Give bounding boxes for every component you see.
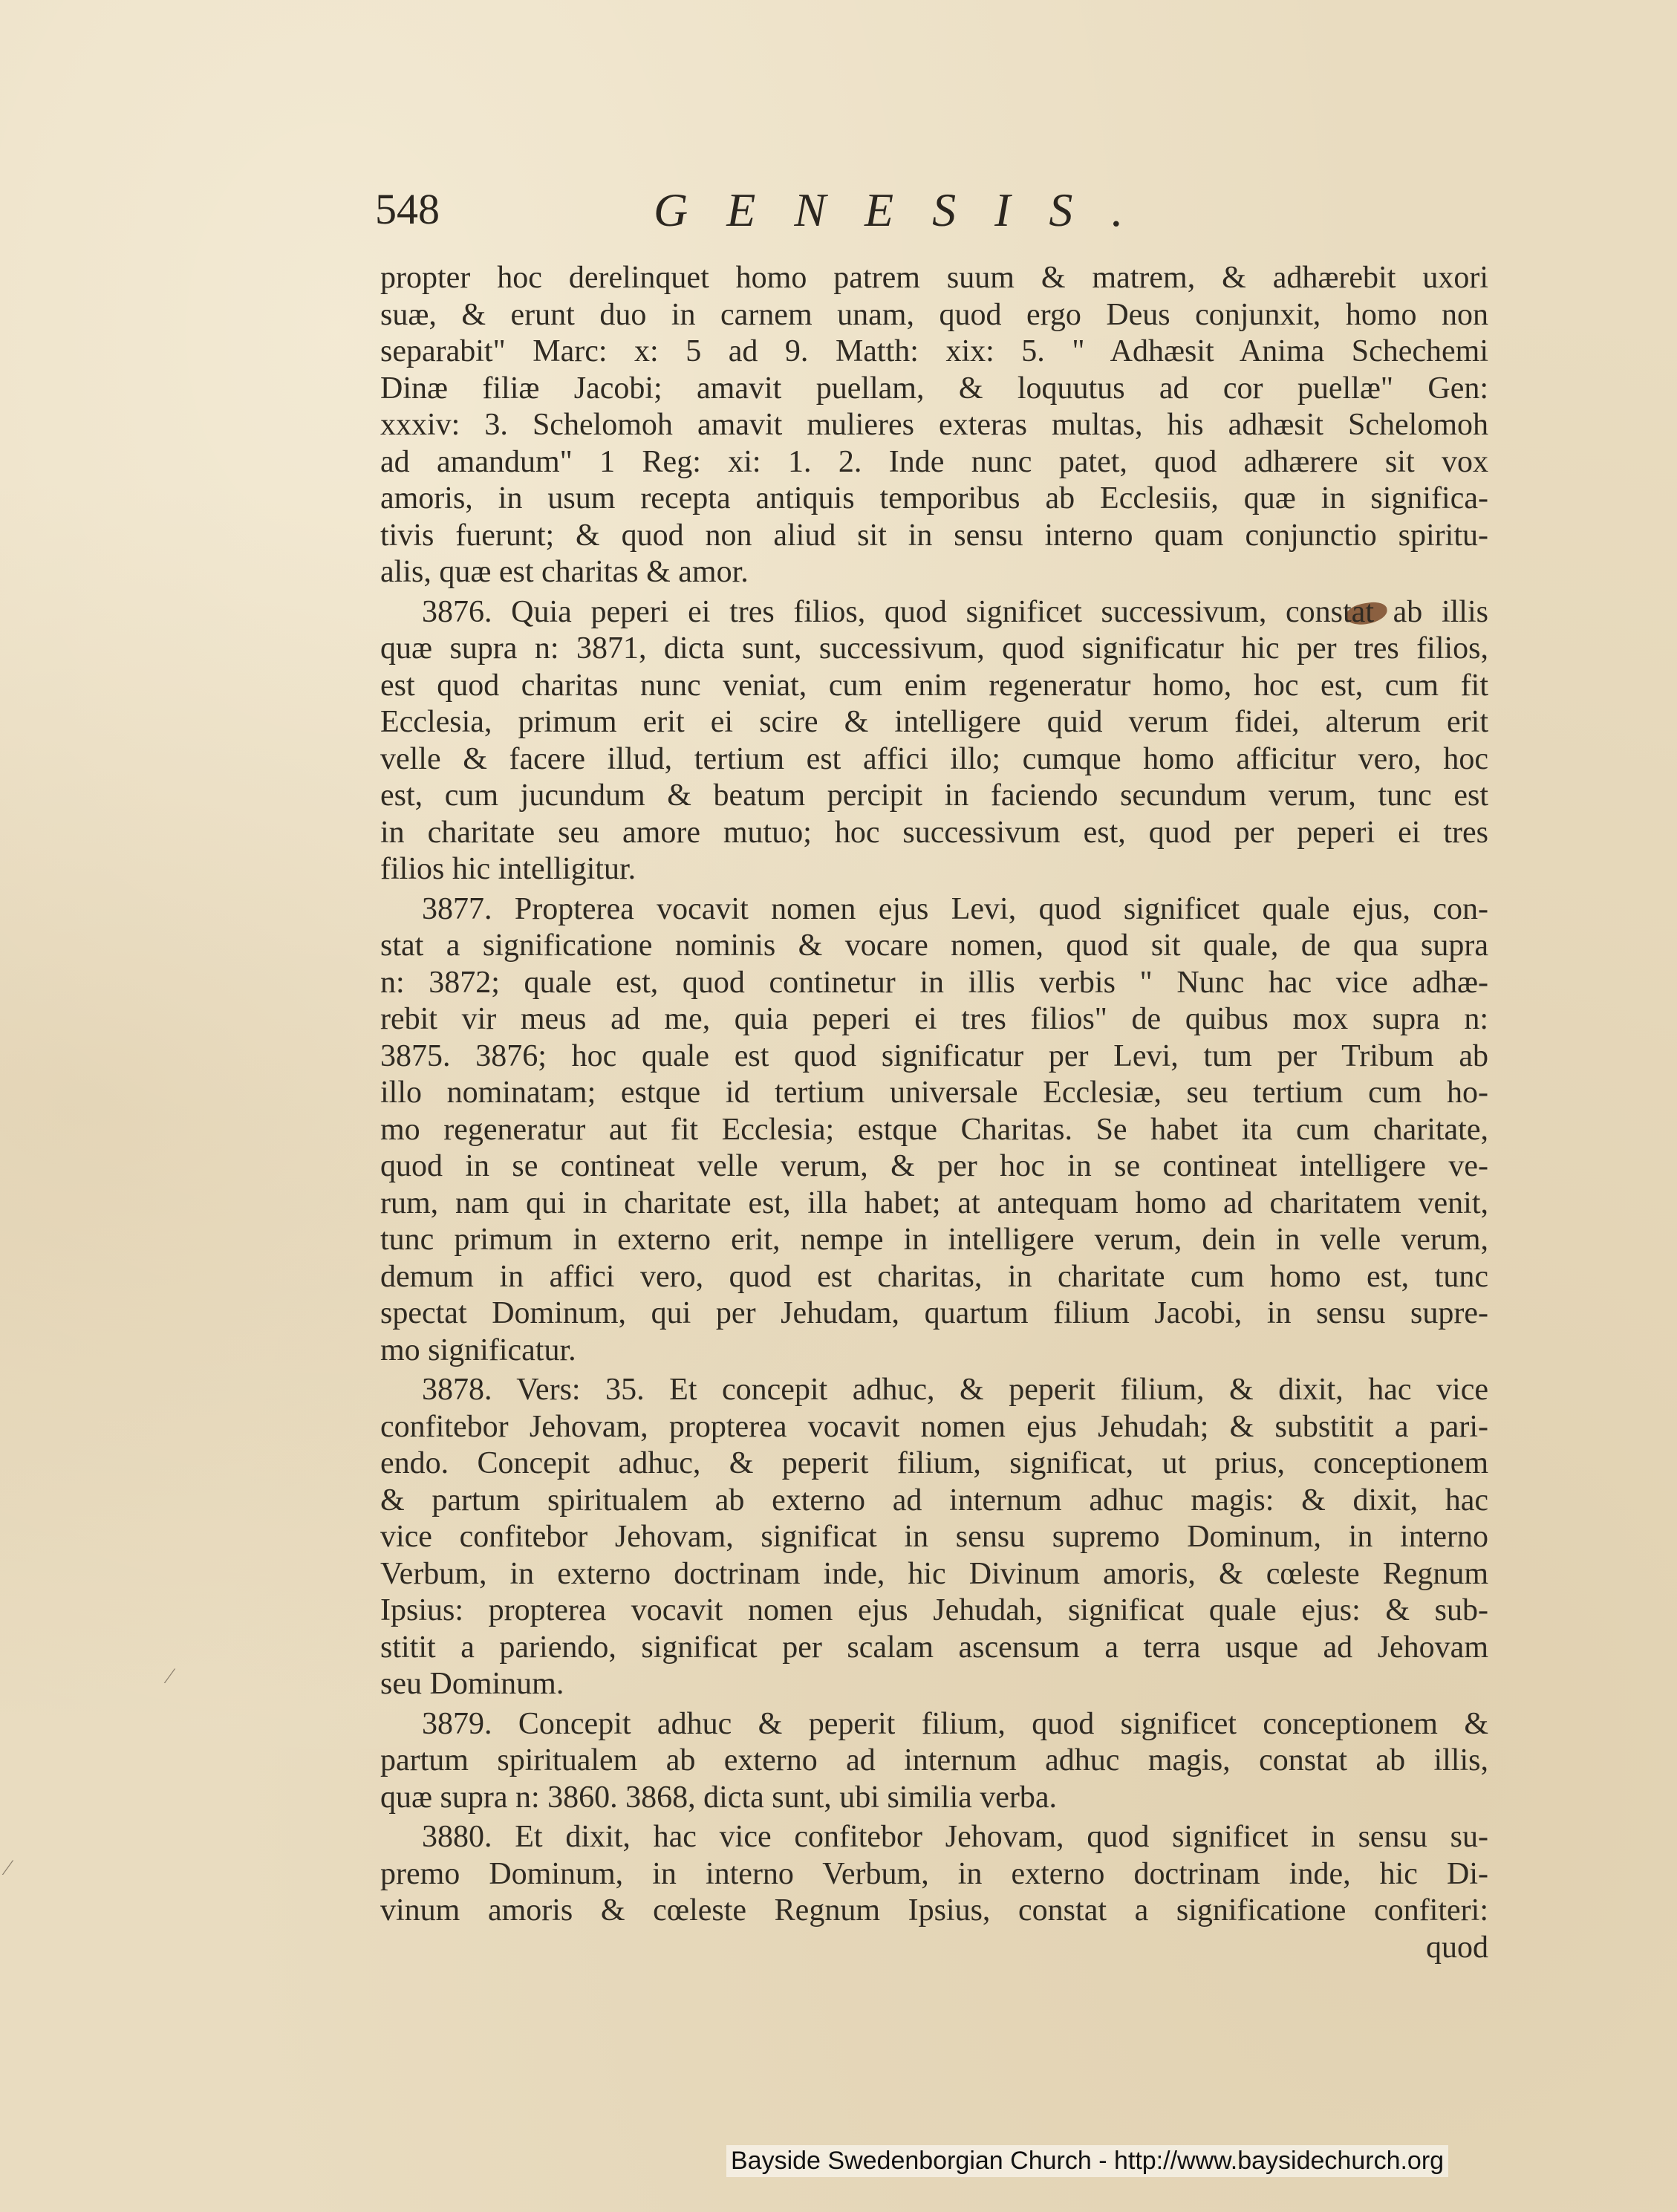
text-line: filios hic intelligitur. xyxy=(380,852,636,886)
text-line: Ipsius: propterea vocavit nomen ejus Jehudah, significat quale ejus: & sub- xyxy=(380,1593,1488,1627)
text-line: amoris, in usum recepta antiquis temporibus ab Ecclesiis, quæ in significa- xyxy=(380,481,1488,515)
margin-mark: ⁄ xyxy=(168,1664,172,1688)
margin-mark: ⁄ xyxy=(6,1855,10,1880)
text-line: n: 3872; quale est, quod continetur in illis verbis " Nunc hac vice adhæ- xyxy=(380,965,1488,1000)
text-line: 3875. 3876; hoc quale est quod significatur per Levi, tum per Tribum ab xyxy=(380,1038,1488,1073)
text-line: rum, nam qui in charitate est, illa habet; at antequam homo ad charitatem venit, xyxy=(380,1185,1488,1220)
text-line: premo Dominum, in interno Verbum, in externo doctrinam inde, hic Di- xyxy=(380,1856,1488,1891)
text-line: Ecclesia, primum erit ei scire & intelligere quid verum fidei, alterum erit xyxy=(380,705,1488,739)
text-line: Verbum, in externo doctrinam inde, hic Divinum amoris, & cœleste Regnum xyxy=(380,1556,1488,1591)
text-line: stat a significatione nominis & vocare nomen, quod sit quale, de qua supra xyxy=(380,928,1488,963)
text-line: illo nominatam; estque id tertium universale Ecclesiæ, seu tertium cum ho- xyxy=(380,1076,1488,1110)
body-text xyxy=(380,260,1488,1966)
page-number: 548 xyxy=(375,185,440,233)
text-line: partum spiritualem ab externo ad internum adhuc magis, constat ab illis, xyxy=(380,1743,1488,1777)
page-header xyxy=(375,177,1489,244)
paragraph-start-3879: 3879. Concepit adhuc & peperit filium, quod significet conceptionem & xyxy=(422,1706,1488,1741)
text-line: stitit a pariendo, significat per scalam ascensum a terra usque ad Jehovam xyxy=(380,1630,1488,1665)
paragraph-start-3876: 3876. Quia peperi ei tres filios, quod significet successivum, constat ab illis xyxy=(422,594,1488,629)
text-line: & partum spiritualem ab externo ad internum adhuc magis: & dixit, hac xyxy=(380,1483,1488,1518)
text-line: tivis fuerunt; & quod non aliud sit in sensu interno quam conjunctio spiritu- xyxy=(380,518,1488,553)
text-line: tunc primum in externo erit, nempe in intelligere verum, dein in velle verum, xyxy=(380,1223,1488,1257)
text-line: demum in affici vero, quod est charitas, in charitate cum homo est, tunc xyxy=(380,1259,1488,1294)
text-line: est quod charitas nunc veniat, cum enim regeneratur homo, hoc est, cum fit xyxy=(380,668,1488,703)
text-line: confitebor Jehovam, propterea vocavit nomen ejus Jehudah; & substitit a pari- xyxy=(380,1409,1488,1444)
running-title: GENESIS. xyxy=(654,183,1162,236)
paragraph-start-3878: 3878. Vers: 35. Et concepit adhuc, & peperit filium, & dixit, hac vice xyxy=(422,1373,1488,1407)
text-line: velle & facere illud, tertium est affici illo; cumque homo afficitur vero, hoc xyxy=(380,741,1488,776)
text-line: quæ supra n: 3871, dicta sunt, successivum, quod significatur hic per tres filios, xyxy=(380,631,1488,666)
paragraph-start-3877: 3877. Propterea vocavit nomen ejus Levi, quod significet quale ejus, con- xyxy=(422,891,1488,926)
text-line: vinum amoris & cœleste Regnum Ipsius, constat a significatione confiteri: xyxy=(380,1893,1488,1928)
paragraph-start-3880: 3880. Et dixit, hac vice confitebor Jehovam, quod significet in sensu su- xyxy=(422,1820,1488,1854)
text-line: est, cum jucundum & beatum percipit in faciendo secundum verum, tunc est xyxy=(380,778,1488,813)
text-line: endo. Concepit adhuc, & peperit filium, significat, ut prius, conceptionem xyxy=(380,1446,1488,1480)
text-line: ad amandum" 1 Reg: xi: 1. 2. Inde nunc patet, quod adhærere sit vox xyxy=(380,444,1488,479)
footer-credit: Bayside Swedenborgian Church - http://www.baysidechurch.org xyxy=(726,2145,1448,2177)
text-line: mo significatur. xyxy=(380,1333,576,1367)
text-line: spectat Dominum, qui per Jehudam, quartum filium Jacobi, in sensu supre- xyxy=(380,1296,1488,1330)
text-line: seu Dominum. xyxy=(380,1667,564,1701)
text-line: alis, quæ est charitas & amor. xyxy=(380,555,749,589)
text-line: separabit" Marc: x: 5 ad 9. Matth: xix: 5. " Adhæsit Anima Schechemi xyxy=(380,334,1488,368)
text-line: propter hoc derelinquet homo patrem suum & matrem, & adhærebit uxori xyxy=(380,261,1488,295)
catchword: quod xyxy=(1426,1930,1488,1965)
text-line: rebit vir meus ad me, quia peperi ei tres filios" de quibus mox supra n: xyxy=(380,1002,1488,1036)
text-line: Dinæ filiæ Jacobi; amavit puellam, & loquutus ad cor puellæ" Gen: xyxy=(380,371,1488,406)
text-line: xxxiv: 3. Schelomoh amavit mulieres exteras multas, his adhæsit Schelomoh xyxy=(380,408,1488,442)
text-line: quæ supra n: 3860. 3868, dicta sunt, ubi similia verba. xyxy=(380,1780,1058,1815)
text-line: in charitate seu amore mutuo; hoc successivum est, quod per peperi ei tres xyxy=(380,815,1488,850)
text-line: suæ, & erunt duo in carnem unam, quod ergo Deus conjunxit, homo non xyxy=(380,297,1488,332)
text-line: vice confitebor Jehovam, significat in sensu supremo Dominum, in interno xyxy=(380,1520,1488,1554)
text-line: mo regeneratur aut fit Ecclesia; estque Charitas. Se habet ita cum charitate, xyxy=(380,1112,1488,1147)
text-line: quod in se contineat velle verum, & per hoc in se contineat intelligere ve- xyxy=(380,1149,1488,1183)
